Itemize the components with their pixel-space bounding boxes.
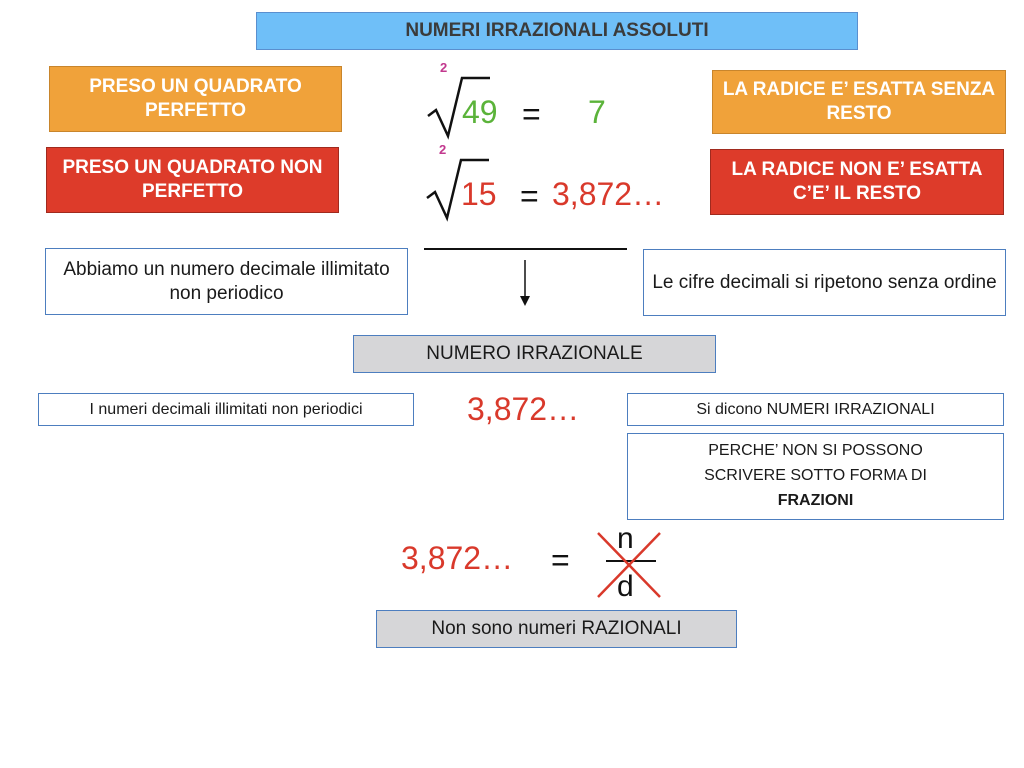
- inexact-root-label: LA RADICE NON E’ ESATTA C’E’ IL RESTO: [710, 149, 1004, 215]
- radicand-49: 49: [462, 94, 498, 130]
- definition-left: I numeri decimali illimitati non periodici: [38, 393, 414, 426]
- reason-text: PERCHE’ NON SI POSSONO SCRIVERE SOTTO FORMA DI: [704, 442, 927, 485]
- reason-box: [627, 433, 1004, 520]
- radicand-15: 15: [461, 176, 497, 212]
- result-decimal: 3,872…: [552, 176, 665, 212]
- fraction-row-value: 3,872…: [401, 540, 514, 576]
- perfect-square-label: PRESO UN QUADRATO PERFETTO: [49, 66, 342, 132]
- root-index-2: 2: [439, 142, 447, 157]
- separator-and-arrow: [424, 248, 634, 308]
- not-rational-label: Non sono numeri RAZIONALI: [376, 610, 737, 648]
- equals-sign-1: =: [522, 96, 541, 132]
- page-title: NUMERI IRRAZIONALI ASSOLUTI: [256, 12, 858, 50]
- definition-right: Si dicono NUMERI IRRAZIONALI: [627, 393, 1004, 426]
- decimal-note: Abbiamo un numero decimale illimitato non periodico: [45, 248, 408, 315]
- example-value: 3,872…: [467, 391, 580, 427]
- equals-sign-2: =: [520, 178, 539, 214]
- fraction-numerator: n: [617, 522, 634, 555]
- result-7: 7: [588, 94, 606, 130]
- digits-note: Le cifre decimali si ripetono senza ordine: [643, 249, 1006, 316]
- fraction-denominator: d: [617, 570, 634, 603]
- equals-sign-3: =: [551, 542, 570, 578]
- root-index-1: 2: [440, 60, 448, 75]
- reason-bold: FRAZIONI: [777, 491, 854, 509]
- exact-root-label: LA RADICE E’ ESATTA SENZA RESTO: [712, 70, 1006, 134]
- cross-out-icon: [594, 529, 666, 603]
- non-perfect-square-label: PRESO UN QUADRATO NON PERFETTO: [46, 147, 339, 213]
- irrational-number-label: NUMERO IRRAZIONALE: [353, 335, 716, 373]
